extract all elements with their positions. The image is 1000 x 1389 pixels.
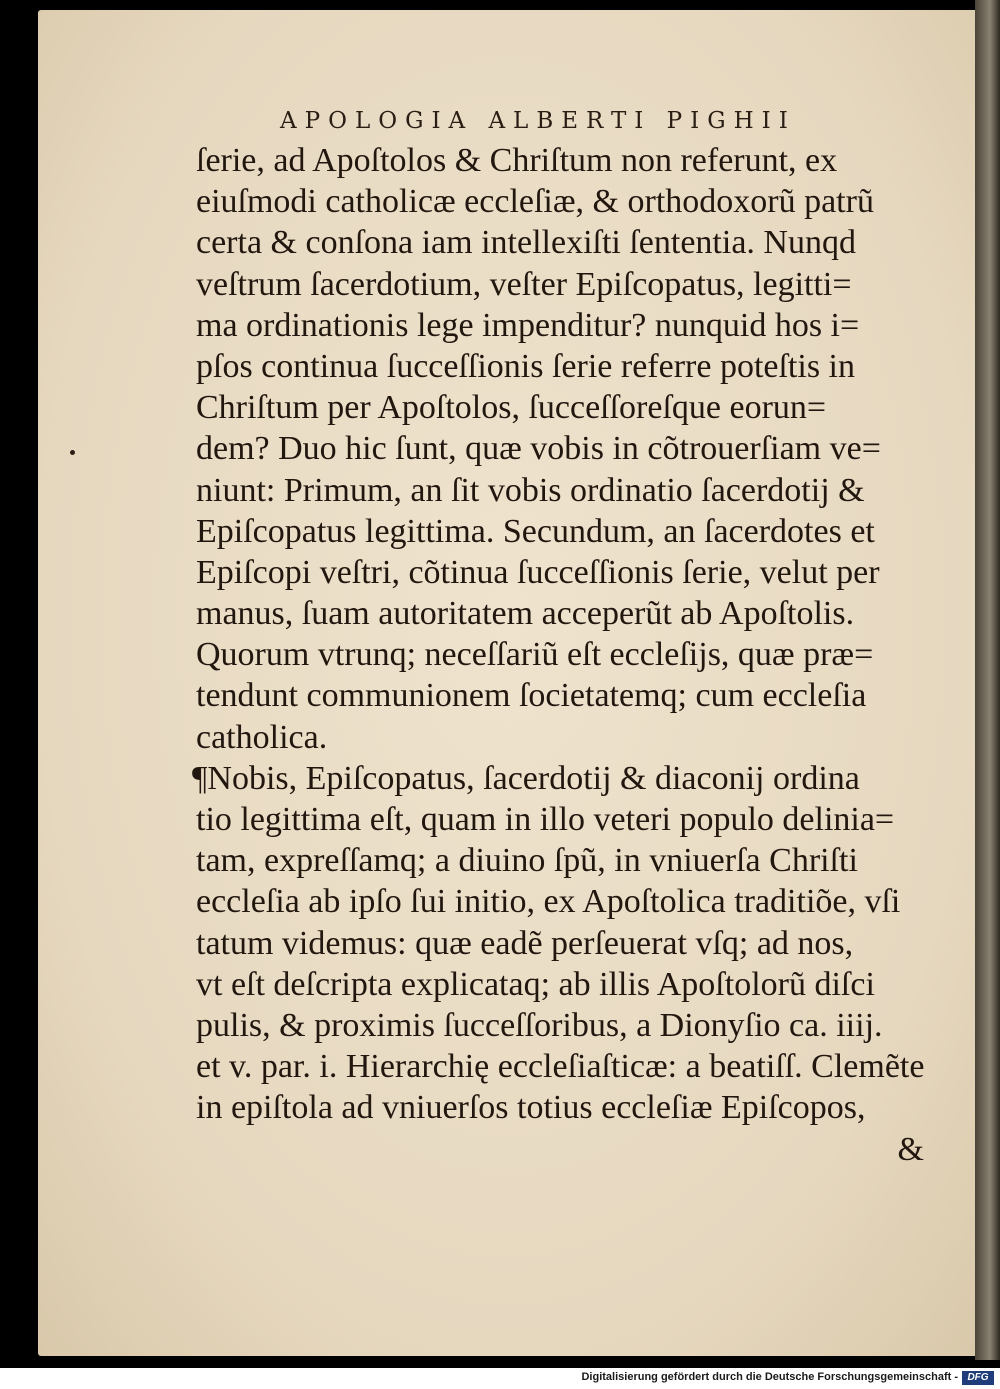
text-line: certa & conſona iam intellexiſti ſententia. Nunqd: [196, 224, 856, 262]
text-line: Epiſcopatus legittima. Secundum, an ſacerdotes et: [196, 512, 875, 550]
text-line: Chriſtum per Apoſtolos, ſucceſſoreſque eorun=: [196, 389, 827, 427]
dfg-logo-icon: DFG: [962, 1371, 994, 1385]
text-line: Epiſcopi veſtri, cõtinua ſucceſſionis ſerie, velut per: [196, 553, 880, 591]
text-line: tio legittima eſt, quam in illo veteri populo delinia=: [196, 801, 895, 838]
text-line: veſtrum ſacerdotium, veſter Epiſcopatus, legitti=: [196, 265, 852, 303]
text-line: pulis, & proximis ſucceſſoribus, a Dionyſio ca. iiij.: [196, 1006, 883, 1044]
text-line: dem? Duo hic ſunt, quæ vobis in cõtrouerſiam ve=: [196, 430, 881, 468]
page-edge: [975, 0, 1000, 1360]
text-line: catholica.: [196, 718, 328, 756]
body-text: [192, 140, 936, 1170]
text-line: pſos continua ſucceſſionis ſerie referre poteſtis in: [196, 347, 855, 385]
text-line: ma ordinationis lege impenditur? nunquid hos i=: [196, 306, 860, 344]
text-line: niunt: Primum, an ſit vobis ordinatio ſacerdotij &: [196, 471, 865, 509]
catchword: &: [897, 1130, 924, 1168]
text-line: manus, ſuam autoritatem acceperũt ab Apoſtolis.: [196, 595, 855, 633]
text-line: in epiſtola ad vniuerſos totius eccleſiæ Epiſcopos,: [196, 1089, 866, 1127]
ink-speck: [70, 450, 75, 455]
text-line: eccleſia ab ipſo ſui initio, ex Apoſtolica traditiõe, vſi: [196, 883, 901, 921]
funding-credit: Digitalisierung gefördert durch die Deutsche Forschungsgemeinschaft -: [581, 1371, 958, 1383]
text-line: Quorum vtrunq; neceſſariũ eſt eccleſijs, quæ præ=: [196, 636, 874, 674]
footer-bar: [0, 1368, 1000, 1389]
text-line: tatum videmus: quæ eadẽ perſeuerat vſq; ad nos,: [196, 924, 854, 962]
text-line: tendunt communionem ſocietatemq; cum eccleſia: [196, 677, 867, 715]
paragraph-start-line: ¶Nobis, Epiſcopatus, ſacerdotij & diaconij ordina: [192, 759, 860, 797]
text-line: vt eſt deſcripta explicataq; ab illis Apoſtolorũ diſci: [196, 965, 875, 1003]
text-line: ſerie, ad Apoſtolos & Chriſtum non referunt, ex: [196, 142, 838, 179]
running-head: APOLOGIA ALBERTI PIGHII: [280, 108, 796, 134]
text-line: et v. par. i. Hierarchię eccleſiaſticæ: a beatiſſ. Clemẽte: [196, 1048, 925, 1086]
text-line: tam, expreſſamq; a diuino ſpũ, in vniuerſa Chriſti: [196, 842, 858, 880]
text-line: eiuſmodi catholicæ eccleſiæ, & orthodoxorũ patrũ: [196, 183, 874, 221]
